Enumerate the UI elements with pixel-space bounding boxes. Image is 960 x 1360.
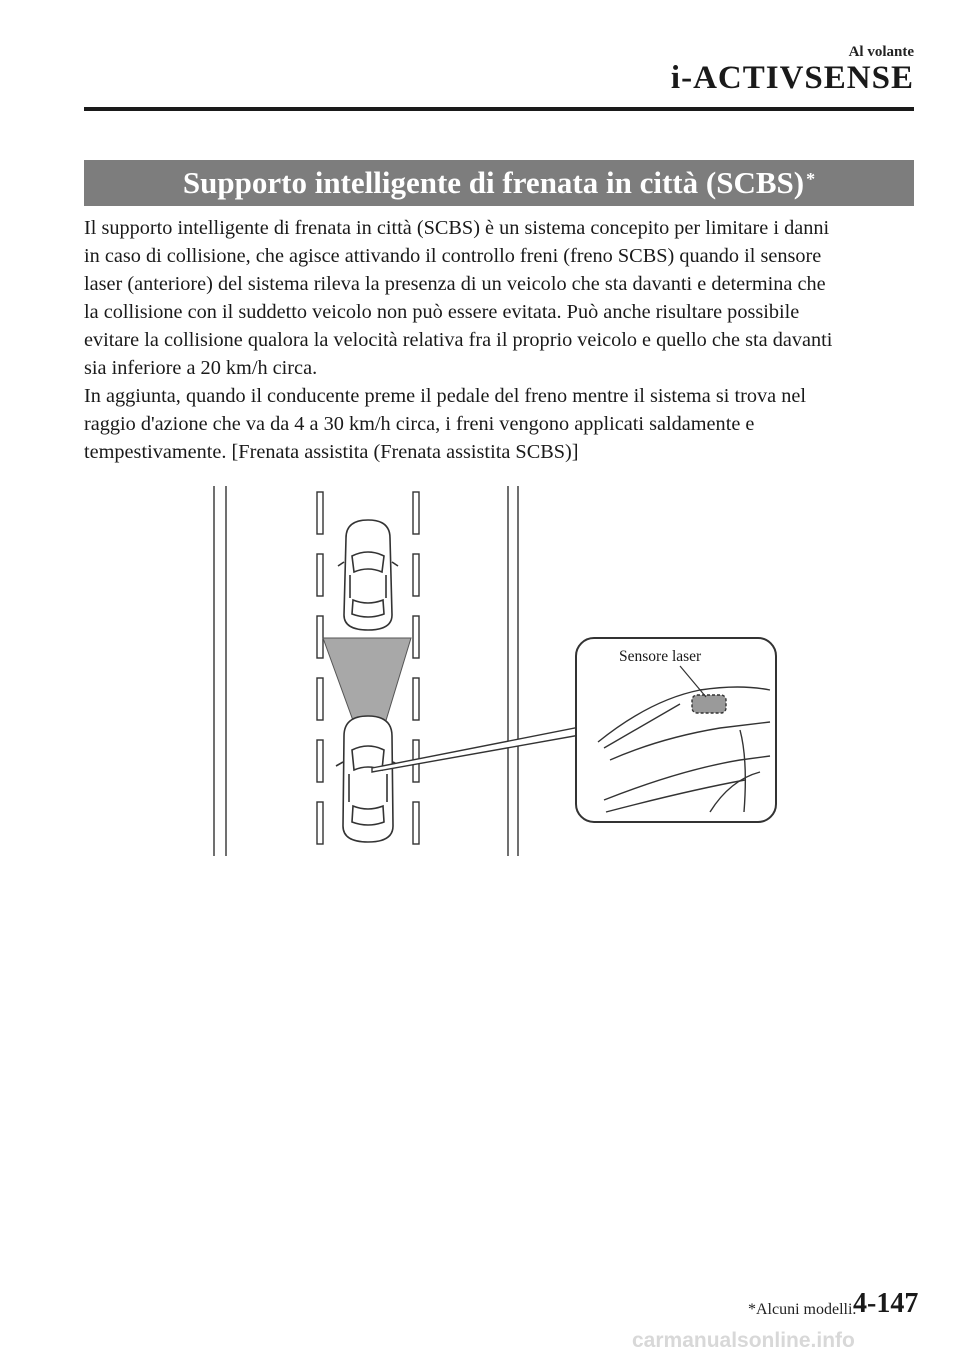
watermark: carmanualsonline.info [632, 1329, 855, 1352]
body-text [84, 214, 924, 466]
section-title-bar [84, 160, 914, 206]
lane-marking-left [317, 492, 323, 844]
body-line: sia inferiore a 20 km/h circa. [84, 357, 318, 379]
body-line: la collisione con il suddetto veicolo non può essere evitata. Può anche risultare possibile [84, 301, 800, 323]
scbs-illustration [200, 480, 790, 860]
section-title: Supporto intelligente di frenata in città (SCBS) [182, 165, 805, 200]
road-edge-right [508, 486, 518, 856]
body-line: In aggiunta, quando il conducente preme il pedale del freno mentre il sistema si trova nel [84, 385, 806, 407]
laser-sensor-icon [692, 695, 726, 713]
model-marker: * [806, 168, 816, 189]
body-line: in caso di collisione, che agisce attivando il controllo freni (freno SCBS) quando il sensore [84, 245, 822, 267]
own-vehicle [336, 716, 400, 842]
body-line: raggio d'azione che va da 4 a 30 km/h circa, i freni vengono applicati saldamente e [84, 413, 755, 435]
body-line: Il supporto intelligente di frenata in città (SCBS) è un sistema concepito per limitare i danni [84, 217, 830, 239]
sensor-callout-label: Sensore laser [619, 648, 702, 665]
callout-leader [372, 727, 580, 772]
road-edge-left [214, 486, 226, 856]
page-number: 4-147 [853, 1288, 919, 1319]
body-line: laser (anteriore) del sistema rileva la presenza di un veicolo che sta davanti e determina che [84, 273, 826, 295]
body-line: evitare la collisione qualora la velocità relativa fra il proprio veicolo e quello che sta davanti [84, 329, 833, 351]
front-vehicle [338, 520, 398, 630]
header-rule [84, 107, 914, 111]
body-line: tempestivamente. [Frenata assistita (Frenata assistita SCBS)] [84, 441, 579, 463]
lane-marking-right [413, 492, 419, 844]
header-chapter: i-ACTIVSENSE [670, 60, 914, 96]
header-section: Al volante [848, 44, 914, 60]
model-footnote: *Alcuni modelli. [748, 1301, 857, 1318]
